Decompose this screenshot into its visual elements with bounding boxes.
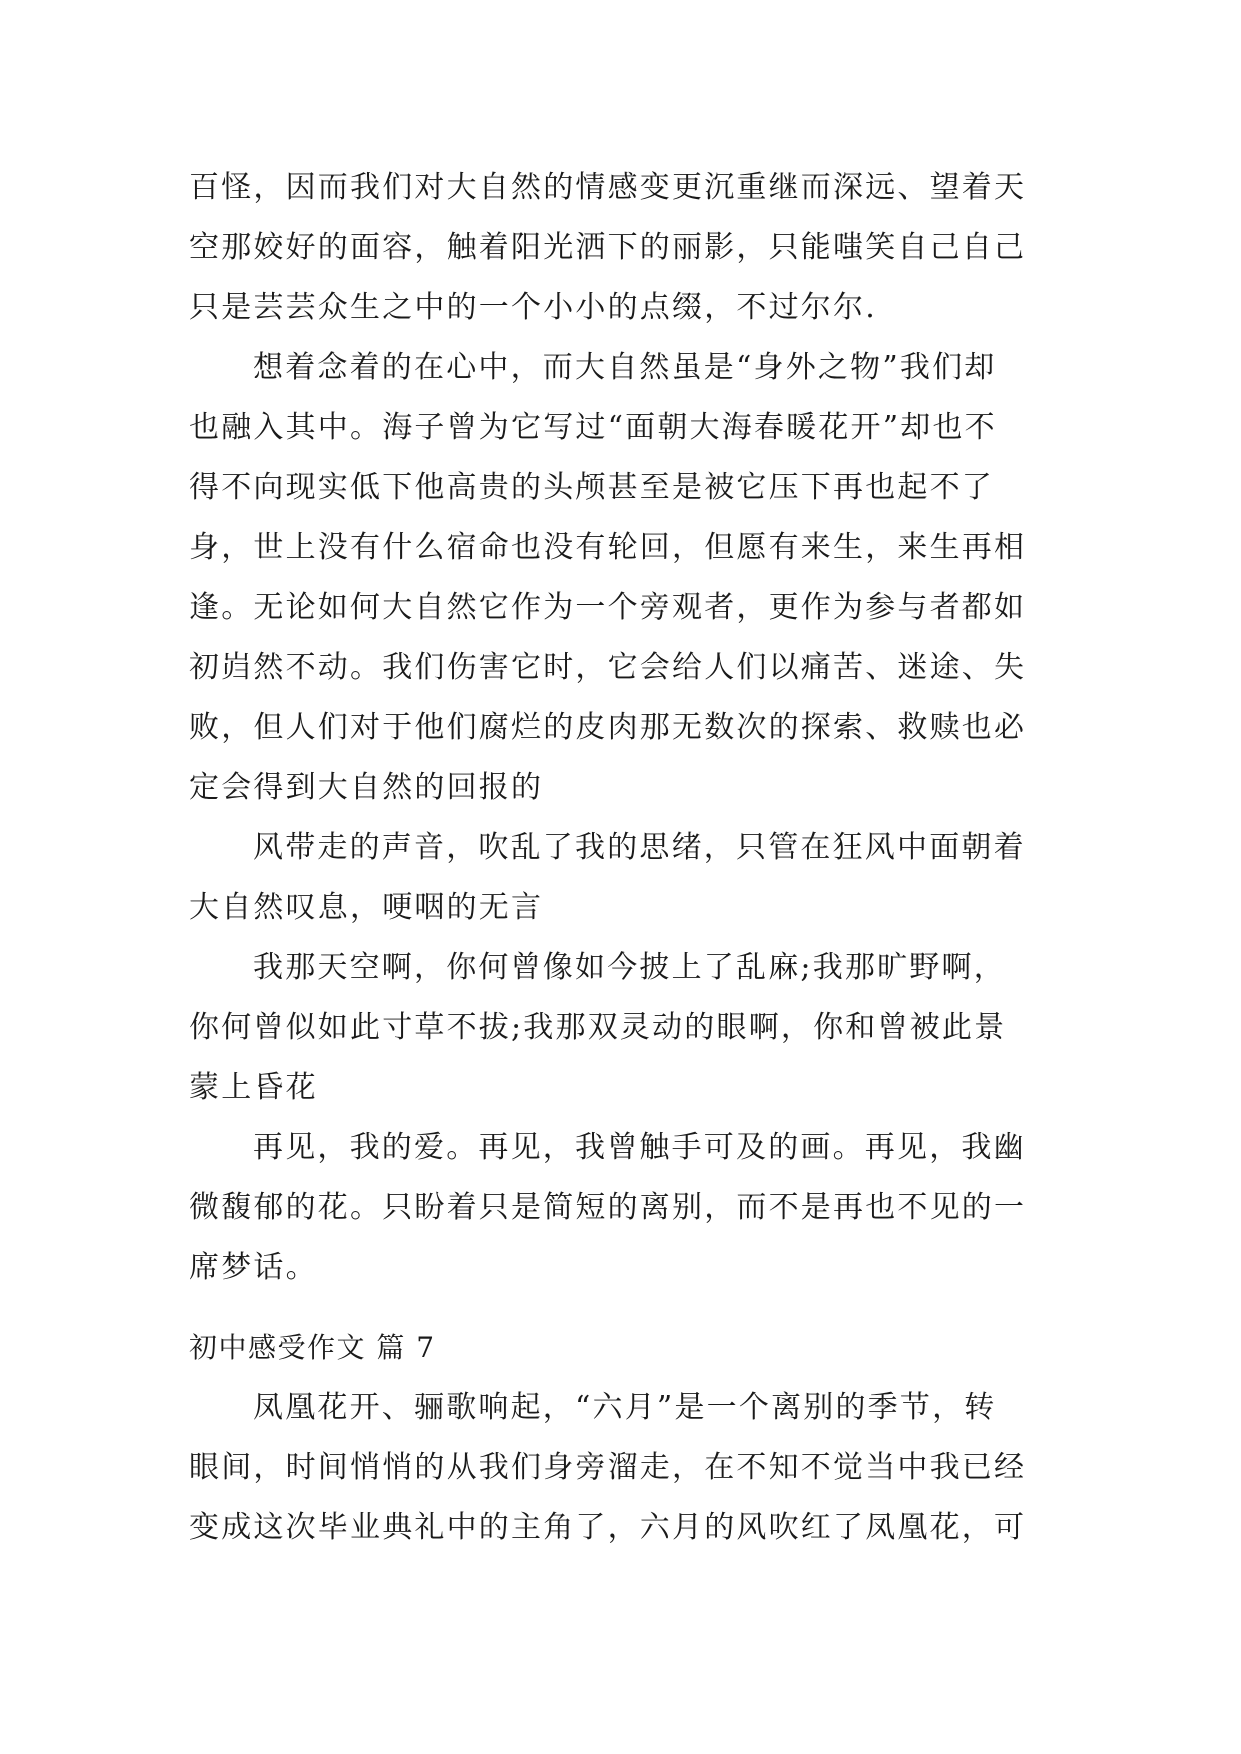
text-line: 定会得到大自然的回报的 [189,770,544,805]
text-line: 只是芸芸众生之中的一个小小的点缀，不过尔尔. [189,290,877,325]
text-line: 得不向现实低下他高贵的头颅甚至是被它压下再也起不了 [189,470,994,505]
text-block-2 [189,1378,1059,1558]
text-line: 风带走的声音，吹乱了我的思绪，只管在狂风中面朝着 [253,830,1026,865]
text-line: 大自然叹息，哽咽的无言 [189,890,544,925]
text-line: 再见，我的爱。再见，我曾触手可及的画。再见，我幽 [253,1130,1026,1165]
text-line: 逢。无论如何大自然它作为一个旁观者，更作为参与者都如 [189,590,1027,625]
section-heading: 初中感受作文 篇 7 [189,1331,436,1364]
text-line: 蒙上昏花 [189,1070,318,1105]
text-line: 变成这次毕业典礼中的主角了，六月的风吹红了凤凰花，可 [189,1510,1027,1545]
text-line: 初岿然不动。我们伤害它时，它会给人们以痛苦、迷途、失 [189,650,1027,685]
text-line: 想着念着的在心中，而大自然虽是“身外之物”我们却 [253,350,997,385]
text-line: 百怪，因而我们对大自然的情感变更沉重继而深远、望着天 [189,170,1027,205]
text-line: 空那姣好的面容，触着阳光洒下的丽影，只能嗤笑自己自己 [189,230,1027,265]
text-line: 也融入其中。海子曾为它写过“面朝大海春暖花开”却也不 [189,410,997,445]
text-block-1 [189,158,1059,1298]
text-line: 你何曾似如此寸草不拔;我那双灵动的眼啊，你和曾被此景 [189,1010,1007,1045]
text-line: 我那天空啊，你何曾像如今披上了乱麻;我那旷野啊， [253,950,1006,985]
text-line: 微馥郁的花。只盼着只是简短的离别，而不是再也不见的一 [189,1190,1027,1225]
text-line: 眼间，时间悄悄的从我们身旁溜走，在不知不觉当中我已经 [189,1450,1027,1485]
text-line: 败，但人们对于他们腐烂的皮肉那无数次的探索、救赎也必 [189,710,1027,745]
text-line: 席梦话。 [189,1250,318,1285]
text-line: 凤凰花开、骊歌响起，“六月”是一个离别的季节，转 [253,1390,997,1425]
text-line: 身，世上没有什么宿命也没有轮回，但愿有来生，来生再相 [189,530,1027,565]
